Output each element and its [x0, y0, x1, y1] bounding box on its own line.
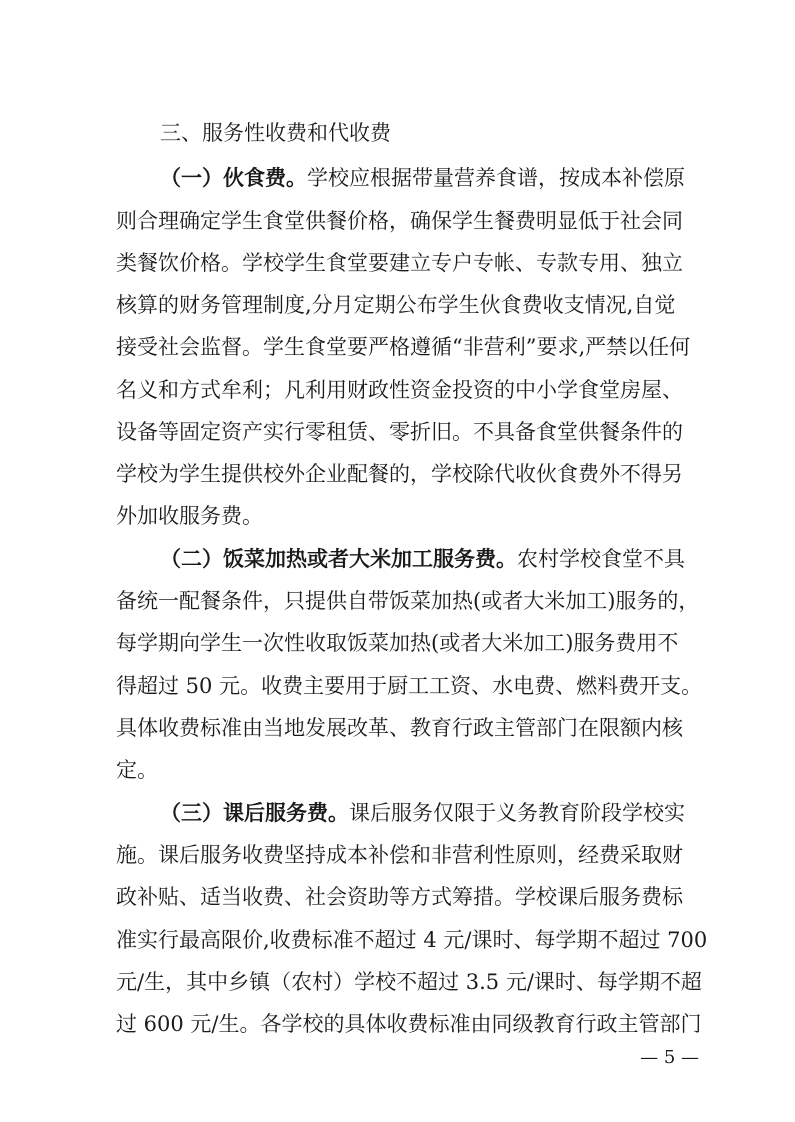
paragraph-line: 施。课后服务收费坚持成本补偿和非营利性原则，经费采取财 [116, 843, 683, 867]
paragraph-text: 农村学校食堂不具 [517, 547, 685, 571]
paragraph-line: 则合理确定学生食堂供餐价格，确保学生餐费明显低于社会同 [116, 209, 683, 233]
paragraph-line: 每学期向学生一次性收取饭菜加热(或者大米加工)服务费用不 [116, 631, 679, 655]
paragraph-line: 定。 [116, 758, 158, 782]
paragraph-line: 设备等固定资产实行零租赁、零折旧。不具备食堂供餐条件的 [116, 420, 683, 444]
paragraph-line: 核算的财务管理制度,分月定期公布学生伙食费收支情况,自觉 [116, 293, 676, 317]
paragraph-line: 备统一配餐条件，只提供自带饭菜加热(或者大米加工)服务的， [116, 589, 700, 613]
paragraph-line: 类餐饮价格。学校学生食堂要建立专户专帐、专款专用、独立 [116, 251, 683, 275]
paragraph-lead: （二）饭菜加热或者大米加工服务费。 [160, 546, 517, 571]
paragraph-lead: （一）伙食费。 [160, 165, 307, 190]
paragraph-line [160, 163, 795, 193]
paragraph-line: 具体收费标准由当地发展改革、教育行政主管部门在限额内核 [116, 716, 683, 740]
paragraph-line: 元/生，其中乡镇（农村）学校不超过 3.5 元/课时、每学期不超 [116, 970, 702, 994]
section-title: 三、服务性收费和代收费 [160, 121, 391, 145]
paragraph-line: 外加收服务费。 [116, 504, 263, 528]
paragraph-line: 准实行最高限价,收费标准不超过 4 元/课时、每学期不超过 700 [116, 928, 708, 952]
paragraph-line: 接受社会监督。学生食堂要严格遵循“非营利”要求,严禁以任何 [116, 335, 691, 359]
paragraph-text: 学校应根据带量营养食谱，按成本补偿原 [307, 166, 685, 190]
paragraph-text: 课后服务仅限于义务教育阶段学校实 [349, 801, 685, 825]
paragraph-line: 政补贴、适当收费、社会资助等方式筹措。学校课后服务费标 [116, 885, 683, 909]
paragraph-line [160, 798, 795, 828]
paragraph-line: 名义和方式牟利；凡利用财政性资金投资的中小学食堂房屋、 [116, 378, 683, 402]
page-number: — 5 — [640, 1047, 699, 1068]
paragraph-lead: （三）课后服务费。 [160, 800, 349, 825]
paragraph-line: 学校为学生提供校外企业配餐的，学校除代收伙食费外不得另 [116, 462, 683, 486]
paragraph-line: 得超过 50 元。收费主要用于厨工工资、水电费、燃料费开支。 [116, 674, 703, 698]
paragraph-line [160, 544, 795, 574]
paragraph-line: 过 600 元/生。各学校的具体收费标准由同级教育行政主管部门 [116, 1012, 702, 1036]
